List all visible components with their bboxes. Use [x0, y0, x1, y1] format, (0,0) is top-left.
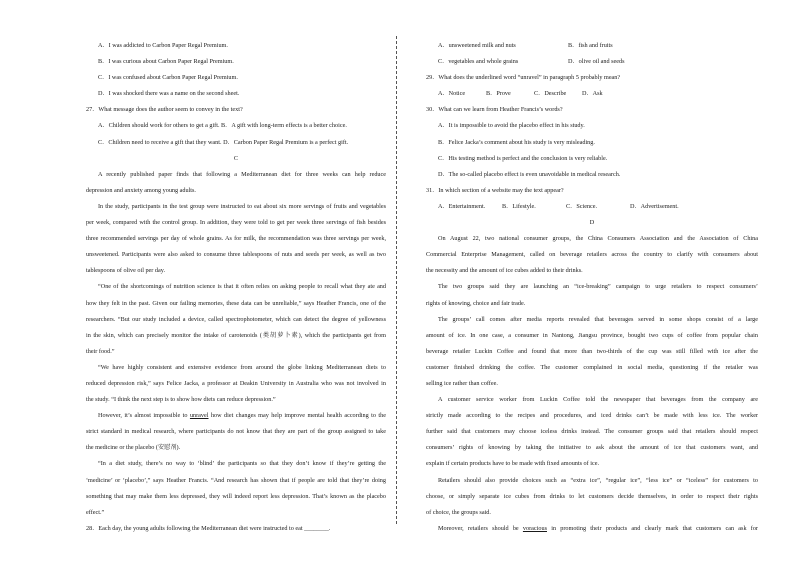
q29-option-b: B．Prove: [486, 90, 511, 98]
passage-d-line: The two groups said they are launching an “ice-breaking” campaign to urge retailers to respect consumers’: [438, 283, 758, 291]
q26-option-a: A．I was addicted to Carbon Paper Regal Premium.: [98, 42, 228, 49]
voracious-post: in promoting their products and clearly mark that customers can ask for: [546, 524, 758, 532]
passage-d-line: strictly made according to the recipes and procedures, and iced drinks can’t be made with less ice. The worker: [426, 412, 758, 420]
q31-option-a: A．Entertainment.: [438, 202, 486, 210]
q29-stem: 29．What does the underlined word “unravel” in paragraph 5 probably mean?: [426, 74, 621, 82]
passage-d-line: consumers’ rights of knowing by taking the initiative to ask about the amount of ice that customers want, and: [426, 444, 758, 452]
passage-d-line: amount of ice. In one case, a consumer in Nantong, Jiangsu province, bought two cups of coffee from popular chain: [426, 331, 758, 339]
passage-d-line: Commercial Enterprise Management, called on beverage retailers across the country to clarify with consumers about: [426, 251, 758, 259]
q30-stem: 30．What can we learn from Heather Francis’s words?: [426, 106, 563, 114]
section-c-heading: C: [233, 154, 239, 162]
column-divider: [396, 36, 397, 524]
q27-options-cd: C．Children need to receive a gift that they want. D．Carbon Paper Regal Premium is a perfect gift.: [98, 138, 349, 146]
passage-d-line: explain if certain products have to be made with fixed amounts of ice.: [426, 460, 600, 468]
passage-c-line: per week, compared with the control group. In addition, they were told to get per week three servings of fish besides: [86, 219, 386, 227]
passage-d-line: the necessity and the amount of ice cubes added to their drinks.: [426, 267, 583, 275]
passage-d-line: A customer service worker from Luckin Coffee told the newspaper that beverages from the company are: [438, 396, 758, 404]
q30-option-d: D．The so-called placebo effect is even unavoidable in medical research.: [438, 170, 621, 178]
passage-c-line: A recently published paper finds that following a Mediterranean diet for three weeks can help reduce: [98, 170, 386, 178]
passage-c-line: “We have highly consistent and extensive evidence from around the globe linking Mediterranean diets to: [98, 363, 386, 371]
q28-stem: 28．Each day, the young adults following the Mediterranean diet were instructed to eat ________.: [86, 524, 331, 532]
q26-option-b: B．I was curious about Carbon Paper Regal Premium.: [98, 58, 234, 66]
q29-options: [426, 86, 758, 102]
passage-c-line: something that may make them less depressed, they will indeed report less depression. That’s known as the placebo: [86, 492, 386, 500]
q27-options-ab: A．Children should work for others to get a gift. B．A gift with long-term effects is a better choice.: [98, 122, 347, 130]
passage-d-line: On August 22, two national consumer groups, the China Consumers Association and the Association of China: [438, 235, 758, 243]
voracious-pre: Moreover, retailers should be: [438, 524, 523, 532]
q28-option-a: A．unsweetened milk and nuts: [438, 42, 516, 49]
passage-c-line: researchers. “But our study included a device, called spectrophotometer, which can detect the degree of yellowness: [86, 315, 386, 323]
passage-d-line: rights of knowing, choice and fair trade.: [426, 299, 526, 307]
passage-d-line: choose, or simply separate ice cubes from drinks to let customers decide themselves, in order to respect their rights: [426, 492, 758, 500]
q28-options-row-1: [426, 38, 758, 54]
q26-option-c: C．I was confused about Carbon Paper Regal Premium.: [98, 74, 238, 82]
section-d-heading: D: [589, 219, 595, 227]
q29-option-a: A．Notice: [438, 90, 466, 98]
passage-d-line: customer finished drinking the coffee. The customer complained in social media, questioning if the retailer was: [426, 363, 758, 371]
q28-option-c: C．vegetables and whole grains: [438, 58, 519, 66]
passage-d-line: further said that customers may choose iceless drinks instead. The consumer groups said that retailers should respect: [426, 428, 758, 436]
q30-option-b: B．Felice Jacka’s comment about his study is very misleading.: [438, 138, 595, 146]
passage-c-line: depression and anxiety among young adults.: [86, 186, 196, 194]
q30-option-c: C．His testing method is perfect and the conclusion is very reliable.: [438, 154, 608, 162]
passage-c-line: their food.”: [86, 347, 115, 355]
q29-option-c: C．Describe: [534, 90, 567, 98]
passage-c-line: in the skin, which can precisely monitor the intake of carotenoids (类胡萝卜素), which the participants get from: [86, 331, 386, 339]
passage-c-line: “One of the shortcomings of nutrition science is that it often relies on asking people to recall what they ate and: [98, 283, 386, 291]
underlined-word-unravel: unravel: [189, 412, 209, 420]
passage-c-line: strict standard in medical research, where participants do not know that they are part of the group assigned to take: [86, 428, 386, 436]
q29-option-d: D．Ask: [582, 90, 603, 98]
passage-d-line: selling ice rather than coffee.: [426, 379, 498, 387]
q31-option-d: D．Advertisement.: [630, 202, 679, 210]
passage-c-line: In the study, participants in the test group were instructed to eat about six more servings of fruits and vegetables: [98, 202, 386, 210]
passage-c-line: how they felt in the past. Given our failing memories, these data can be unreliable,” says Heather Francis, one of the: [86, 299, 386, 307]
q31-option-b: B．Lifestyle.: [502, 202, 536, 210]
passage-c-unravel-line: [86, 408, 386, 424]
left-column: [86, 38, 386, 537]
q26-option-d: D．I was shocked there was a name on the second sheet.: [98, 90, 240, 98]
passage-c-line: tablespoons of olive oil per day.: [86, 267, 165, 275]
passage-d-voracious-line: [426, 521, 758, 537]
q28-option-b: B．fish and fruits: [568, 42, 613, 49]
passage-c-line: three recommended servings per day of whole grains. As for milk, the recommendation was three servings per week,: [86, 235, 386, 243]
passage-d-line: The groups’ call comes after media reports revealed that beverages served in some shops consist of a large: [438, 315, 758, 323]
q31-option-c: C．Science.: [566, 202, 598, 210]
passage-c-line: the study. “I think the next step is to show how diets can reduce depression.”: [86, 396, 276, 404]
q27-stem: 27．What message does the author seem to convey in the text?: [86, 106, 243, 114]
q28-option-d: D．olive oil and seeds: [568, 58, 625, 66]
q30-option-a: A．It is impossible to avoid the placebo effect in his study.: [438, 122, 585, 130]
q31-options: [426, 199, 758, 215]
right-column: [426, 38, 758, 537]
passage-d-line: of choice, the groups said.: [426, 508, 491, 516]
unravel-pre: However, it’s almost impossible to: [98, 412, 190, 420]
passage-c-line: “In a diet study, there’s no way to ‘blind’ the participants so that they don’t know if they’re getting the: [98, 460, 386, 468]
passage-c-line: the medicine or the placebo (安慰剂).: [86, 444, 181, 452]
q28-options-row-2: [426, 54, 758, 70]
q31-stem: 31．In which section of a website may the text appear?: [426, 186, 564, 194]
unravel-post: how diet changes may help improve mental health according to the: [208, 412, 386, 420]
underlined-word-voracious: voracious: [522, 524, 547, 532]
passage-c-line: unsweetened. Participants were also asked to consume three tablespoons of nuts and seeds per week, as well as two: [86, 251, 386, 259]
passage-c-line: effect.”: [86, 508, 105, 516]
passage-c-line: ‘medicine’ or ‘placebo’,” says Heather Francis. “And research has shown that if people are told that they’re doing: [86, 476, 386, 484]
passage-c-line: reduced depression risk,” says Felice Jacka, a professor at Deakin University in Australia who was not involved in: [86, 379, 386, 387]
passage-d-line: Retailers should also provide choices such as “extra ice”, “regular ice”, “less ice” or “iceless” for customers to: [438, 476, 758, 484]
passage-d-line: beverage retailer Luckin Coffee and found that more than two-thirds of the cup was still filled with ice after the: [426, 347, 758, 355]
